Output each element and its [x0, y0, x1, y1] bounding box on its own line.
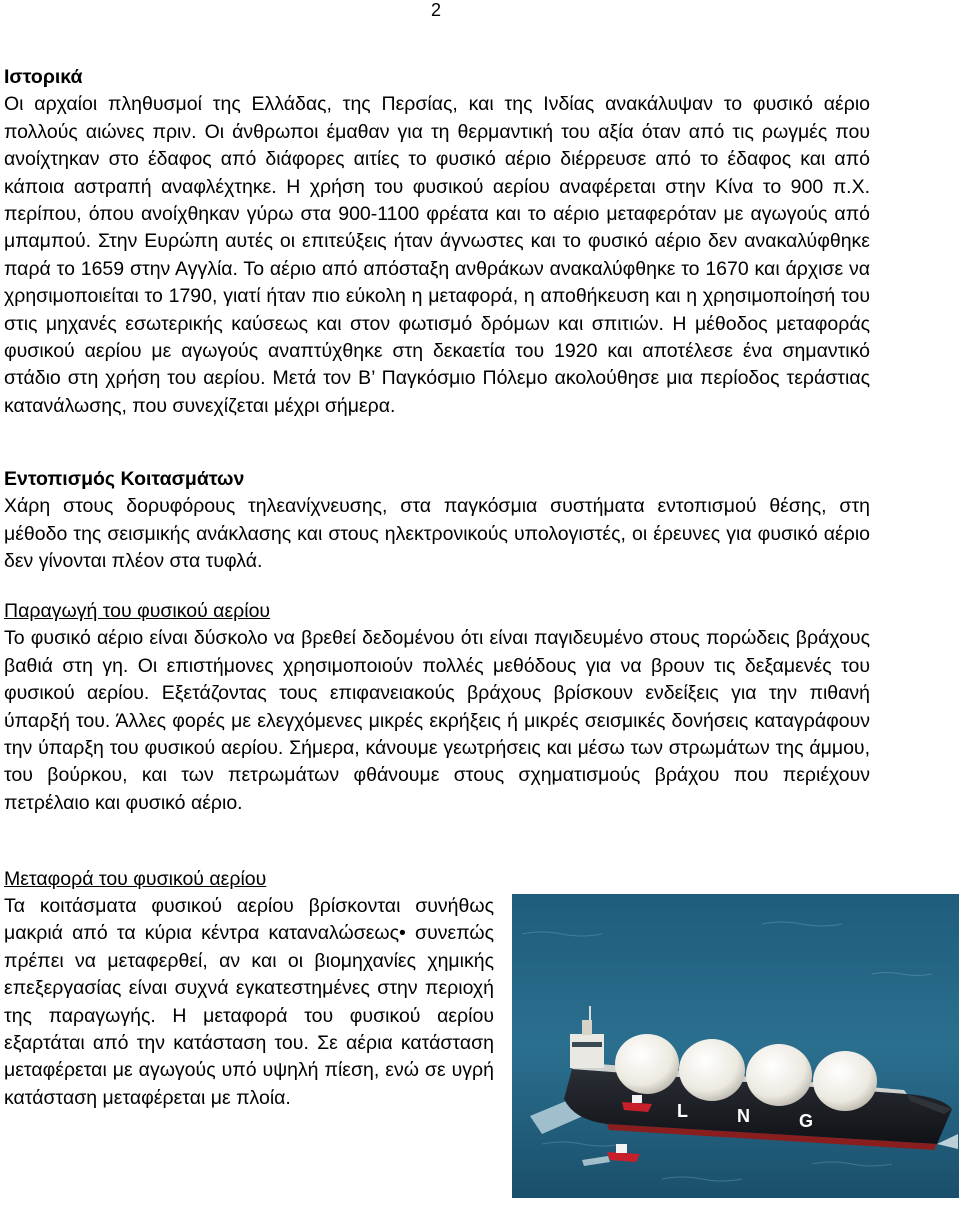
location-section — [4, 466, 870, 576]
location-paragraph: Χάρη στους δορυφόρους τηλεανίχνευσης, στα παγκόσμια συστήματα εντοπισμού θέσης, στη μέθοδο της σεισμικής ανάκλασης και στους ηλεκτρονικούς υπολογιστές, οι έρευνες για φυσικό αέριο δεν γίνονται πλέον στα τυφλά. — [4, 495, 870, 573]
hull-letter: N — [737, 1106, 750, 1126]
lng-tanker-photo — [512, 894, 959, 1198]
transport-heading: Μεταφορά του φυσικού αερίου — [4, 868, 267, 890]
lng-dome — [813, 1051, 877, 1111]
transport-heading-block — [4, 866, 870, 893]
lng-dome — [679, 1039, 745, 1101]
production-heading: Παραγωγή του φυσικού αερίου — [4, 600, 271, 622]
production-paragraph: Το φυσικό αέριο είναι δύσκολο να βρεθεί δεδομένου ότι είναι παγιδευμένο στους πορώδεις βράχους βαθιά στη γη. Οι επιστήμονες χρησιμοποιούν πολλές μεθόδους για να βρουν τις δεξαμενές του φυσικού αερίου. Εξετάζοντας τους επιφανειακούς βράχους βρίσκουν ενδείξεις για την πιθανή ύπαρξή του. Άλλες φορές με ελεγχόμενες μικρές εκρήξεις ή μικρές σεισμικές δονήσεις καταγράφουν την ύπαρξη του φυσικού αερίου. Σήμερα, κάνουμε γεωτρήσεις και μέσω των στρωμάτων της άμμου, του βούρκου, και των πετρωμάτων φθάνουμε στους σχηματισμούς βράχου που περιέχουν πετρέλαιο και φυσικό αέριο. — [4, 627, 870, 814]
hull-letter: L — [677, 1101, 688, 1121]
ship-bridge — [570, 1034, 604, 1068]
lng-dome — [746, 1044, 812, 1106]
history-section — [4, 64, 870, 420]
hull-letter: G — [799, 1111, 814, 1131]
location-heading: Εντοπισμός Κοιτασμάτων — [4, 468, 245, 490]
lng-dome — [615, 1034, 679, 1094]
history-paragraph: Οι αρχαίοι πληθυσμοί της Ελλάδας, της Περσίας, και της Ινδίας ανακάλυψαν το φυσικό αέριο πολλούς αιώνες πριν. Οι άνθρωποι έμαθαν για τη θερμαντική του αξία όταν από τις ρωγμές που ανοίχτηκαν στο έδαφος από διάφορες αιτίες το φυσικό αέριο διέρρευσε από το έδαφος και από κάποια αστραπή αναφλέχτηκε. Η χρήση του φυσικού αερίου αναφέρεται στην Κίνα το 900 π.Χ. περίπου, όπου ανοίχθηκαν γύρω στα 900-1100 φρέατα και το αέριο μεταφερόταν με αγωγούς από μπαμπού. Στην Ευρώπη αυτές οι επιτεύξεις ήταν άγνωστες και το φυσικό αέριο δεν ανακαλύφθηκε παρά το 1659 στην Αγγλία. Το αέριο από απόσταξη ανθράκων ανακαλύφθηκε το 1670 και άρχισε να χρησιμοποιείται το 1790, γιατί ήταν πιο εύκολη η μεταφορά, η αποθήκευση και η χρησιμοποίησή του στις μηχανές εσωτερικής καύσεως και στον φωτισμό δρόμων και σπιτιών. Η μέθοδος μεταφοράς φυσικού αερίου με αγωγούς αναπτύχθηκε στη δεκαετία του 1920 και αποτέλεσε ένα σημαντικό στάδιο στη χρήση του αερίου. Μετά τον Β’ Παγκόσμιο Πόλεμο ακολούθησε μια περίοδος τεράστιας κατανάλωσης, που συνεχίζεται μέχρι σήμερα. — [4, 93, 870, 417]
bridge-windows — [572, 1042, 602, 1047]
production-section — [4, 598, 870, 817]
transport-paragraph: Τα κοιτάσματα φυσικού αερίου βρίσκονται συνήθως μακριά από τα κύρια κέντρα καταναλώσεως• συνεπώς πρέπει να μεταφερθεί, αν και οι βιομηχανίες χημικής επεξεργασίας είναι συχνά εγκατεστημένες στην περιοχή της παραγωγής. Η μεταφορά του φυσικού αερίου εξαρτάται από την κατάσταση του. Σε αέρια κατάσταση μεταφέρεται με αγωγούς υπό υψηλή πίεση, ενώ σε υγρή κατάσταση μεταφέρεται με πλοία. — [4, 895, 494, 1109]
page-number: 2 — [431, 0, 442, 20]
history-heading: Ιστορικά — [4, 66, 83, 88]
ship-funnel — [582, 1020, 592, 1035]
